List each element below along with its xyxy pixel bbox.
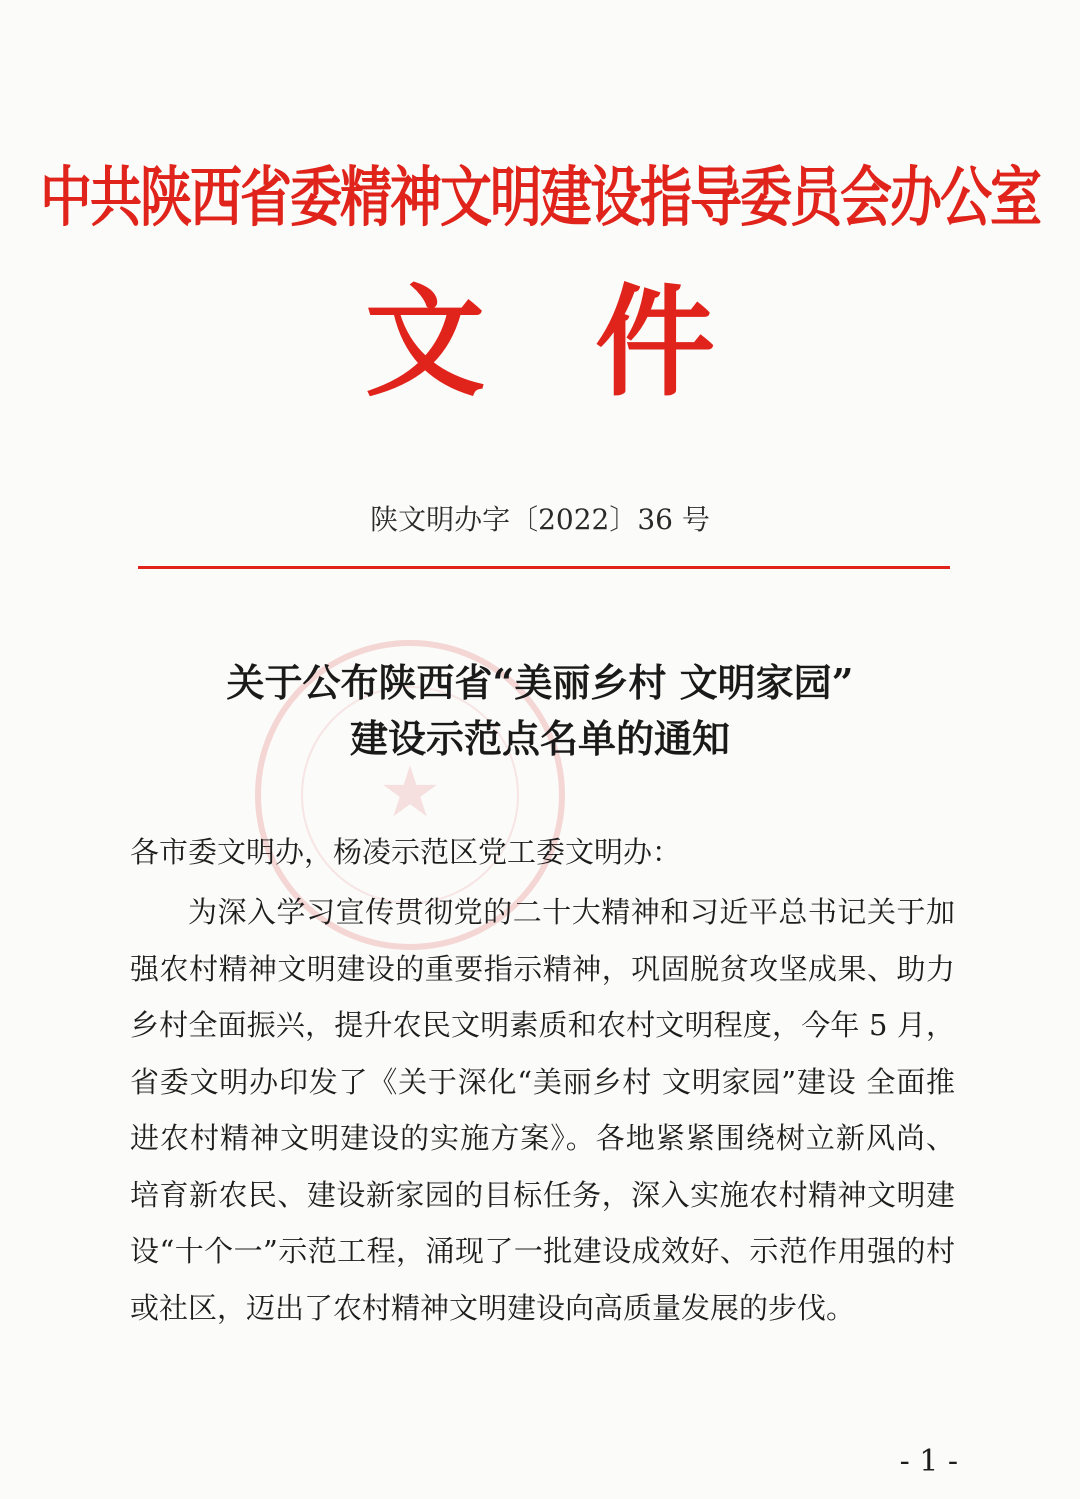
document-title xyxy=(0,655,1080,767)
title-line-1: 关于公布陕西省“美丽乡村 文明家园” xyxy=(226,660,854,705)
seal-star-icon: ★ xyxy=(378,751,442,833)
body-paragraph: 为深入学习宣传贯彻党的二十大精神和习近平总书记关于加强农村精神文明建设的重要指示精神，巩固脱贫攻坚成果、助力乡村全面振兴，提升农民文明素质和农村文明程度，今年 5 月，省委文明办印发了《关于深化“美丽乡村 文明家园”建设 全面推进农村精神文明建设的实施方案》。各地紧紧围绕树立新风尚、培育新农民、建设新家园的目标任务，深入实施农村精神文明建设“十个一”示范工程，涌现了一批建设成效好、示范作用强的村或社区，迈出了农村精神文明建设向高质量发展的步伐。 xyxy=(130,895,955,1325)
document-number: 陕文明办字〔2022〕36 号 xyxy=(370,503,710,536)
red-divider-line xyxy=(138,566,950,569)
document-type-word: 文件 xyxy=(365,272,825,413)
page-number: - 1 - xyxy=(899,1444,958,1479)
issuer-name: 中共陕西省委精神文明建设指导委员会办公室 xyxy=(39,160,1040,236)
salutation: 各市委文明办，杨凌示范区党工委文明办： xyxy=(130,835,682,869)
title-line-2: 建设示范点名单的通知 xyxy=(349,716,730,761)
